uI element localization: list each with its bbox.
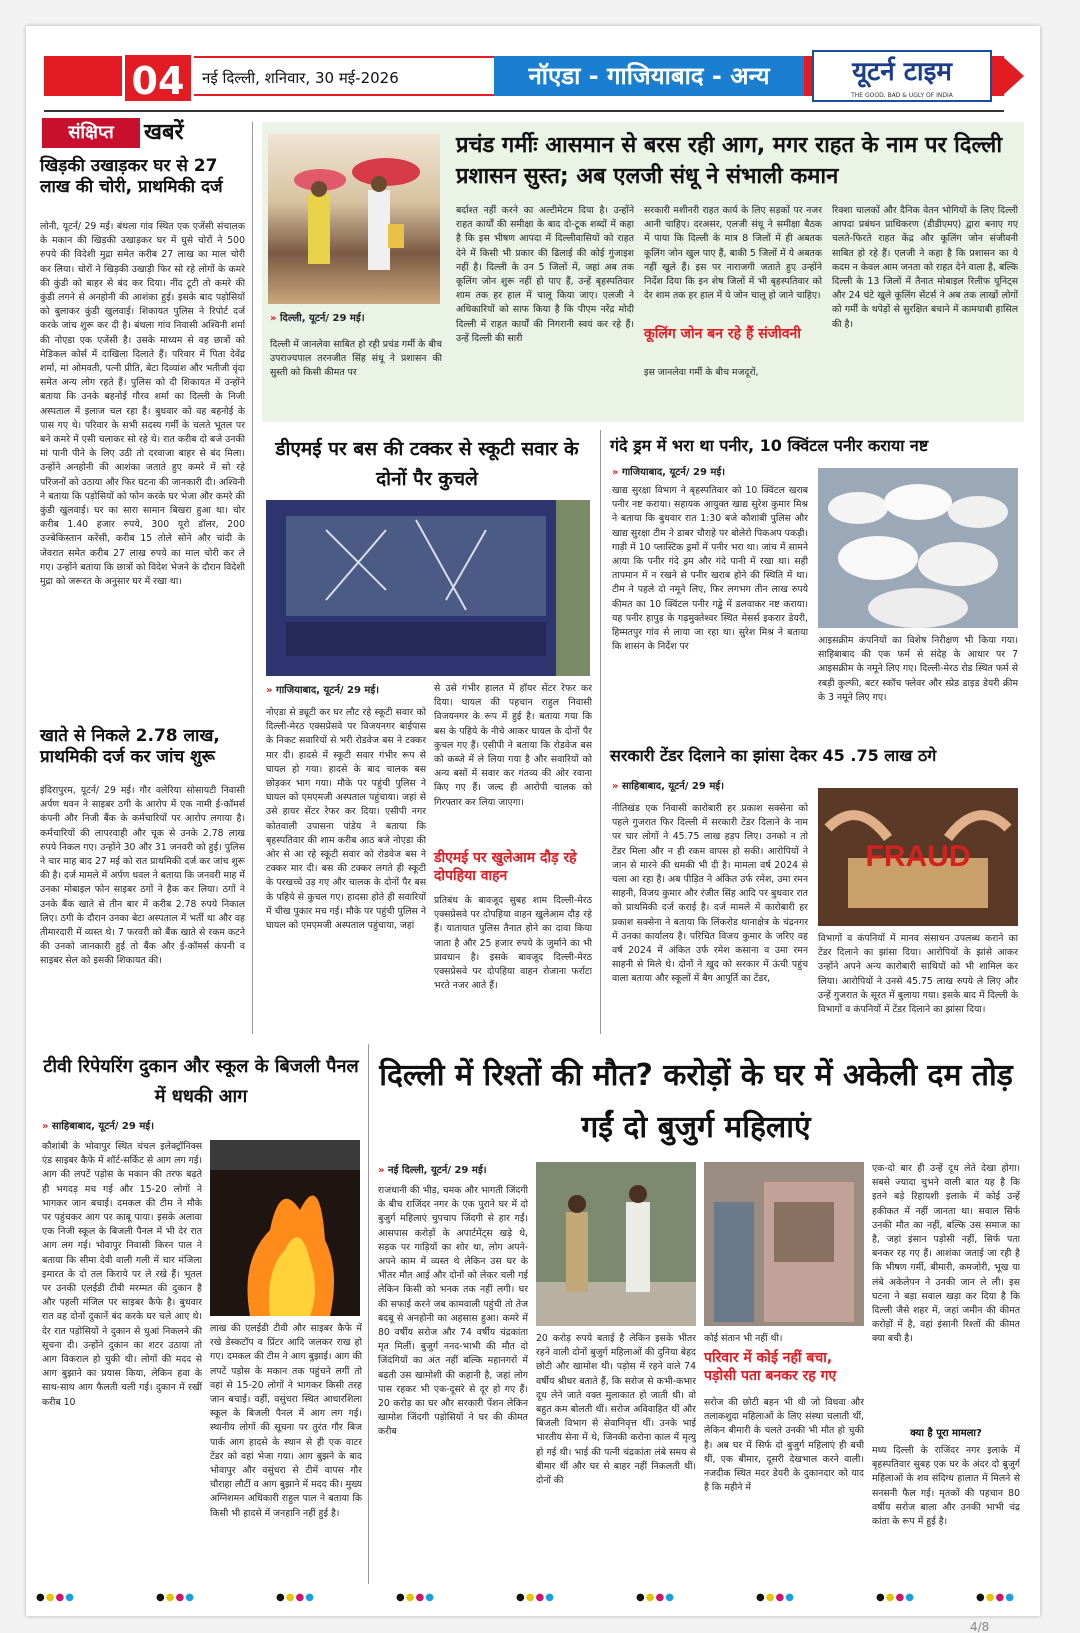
brief-label: खबरें <box>144 120 184 145</box>
print-marks: ●●●● <box>396 1592 435 1603</box>
story-headline: गंदे ड्रम में भरा था पनीर, 10 क्विंटल पनीर कराया नष्ट <box>610 436 929 455</box>
paneer-photo-graphic <box>818 468 1018 628</box>
story-subhead: परिवार में कोई नहीं बचा, पड़ोसी पता बनकर रह गए <box>704 1350 837 1384</box>
print-marks: ●●●● <box>876 1592 915 1603</box>
lead-body: इस जानलेवा गर्मी के बीच मजदूरों, <box>644 367 759 378</box>
story-headline: सरकारी टेंडर दिलाने का झांसा देकर 45 .75 लाख ठगे <box>610 746 937 765</box>
fire-photo <box>210 1140 360 1316</box>
bus-photo <box>266 500 590 676</box>
story-body: नीतिखंड एक निवासी कारोबारी हर प्रकाश सक्सेना को पहले गुजरात फिर दिल्ली में सरकारी टेंडर दिलाने के नाम पर चार लोगों ने 45.75 लाख हड़प लिए। उनको न तो टेंडर मिला और न ही रकम वापस हो सकी। आरोपियों ने जान से मारने की धमकी भी दी है। मामला वर्ष 2024 से चला आ रहा है। अब पीड़ित ने अंकित उर्फ रमेश, उमा रमन साहनी, विजय कुमार और रंजीत सिंह आदि पर बुधवार रात को प्राथमिकी दर्ज कराई है। दर्ज मामले में कारोबारी हर प्रकाश सक्सेना ने बताया कि लिंकरोड थानाक्षेत्र के चंद्रनगर में उनका कार्यालय है। परिचित विजय कुमार के जरिए वह वर्ष 2024 में अंकित उर्फ रमेश कसाना व उमा रमन साहनी से मिले थे। दोनों ने खुद को सरकार में ऊंची पहुंच वाला बताया और स्कूलों में बैग आपूर्ति का टेंडर, <box>612 803 808 985</box>
story-body: एक-दो बार ही उन्हें दूध लेते देखा होगा। सबसे ज्यादा चुभने वाली बात यह है कि इतने बड़े रिहायशी इलाके में कोई उन्हें हकीकत में नहीं जानता था। सवाल सिर्फ उनकी मौत का नहीं, बल्कि उस समाज का है, जहां इंसान पड़ोसी नहीं, सिर्फ पता बनकर रह गए हैं। आशंका जताई जा रही है कि भीषण गर्मी, बीमारी, कमजोरी, भूख या लंबे अकेलेपन ने उनकी जान ले ली। इस घटना ने बड़ा सवाल खड़ा कर दिया है कि दिल्ली जैसे शहर में, जहां जमीन की कीमत करोड़ों में है, वहां इंसानी रिश्तों की कीमत क्या बची है। <box>872 1163 1020 1345</box>
lead-subhead: कूलिंग जोन बन रहे हैं संजीवनी <box>644 326 801 342</box>
lead-body: सरकारी मशीनरी राहत कार्य के लिए सड़कों पर नजर आनी चाहिए। दरअसर, एलजी संधू ने समीक्षा बैठक में पाया कि दिल्ली के मात्र 8 जिलों में ही अबतक कूलिंग जोन खुल पाए हैं, बाकी 5 जिलों में ये अबतक नहीं खुले हैं। इस पर नाराजगी जताते हुए उन्होंने निर्देश दिया कि इन शेष जिलों में भी बृहस्पतिवार को देर शाम तक हर हाल में ये जोन चालू हो जाने चाहिए। <box>644 205 822 302</box>
story-body: 20 करोड़ रुपये बताई है लेकिन इसके भीतर रहने वाली दोनों बुजुर्ग महिलाओं की दुनिया बेहद छोटी और खामोश थी। पड़ोस में रहने वाले 74 वर्षीय श्रीधर बताते हैं, कि सरोज से कभी-कभार दूध लेने जाते वक्त मुलाकात हो जाती थी। वो बहुत कम बोलती थीं। सरोज अविवाहित थीं और बिजली विभाग से सेवानिवृत्त थीं। उनके भाई भारतीय सेना में थे, जिनकी करोना काल में मृत्यु हो गई थी। भाई की पत्नी चंद्रकांता लंबे समय से बीमार थीं और घर से बाहर नहीं निकलती थीं। दोनों की <box>536 1333 696 1487</box>
story-body: मध्य दिल्ली के राजिंदर नगर इलाके में बृहस्पतिवार सुबह एक घर के अंदर दो बुजुर्ग महिलाओं के शव संदिग्ध हालात में मिलने से सनसनी फैल गई। मृतकों की पहचान 80 वर्षीय सरोज बाला और उनकी भाभी चंद्र कांता के रूप में हुई है। <box>872 1445 1020 1528</box>
fraud-photo-graphic <box>818 788 1018 926</box>
lead-body: दिल्ली में जानलेवा साबित हो रही प्रचंड गर्मी के बीच उपराज्यपाल तरनजीत सिंह संधू ने प्रशासन की सुस्ती को किसी कीमत पर <box>270 339 442 379</box>
story-body: विभागों व कंपनियों में मानव संसाधन उपलब्ध कराने का टेंडर दिलाने का झांसा दिया। आरोपियों के झांसे आकर उन्होंने अपने अन्य कारोबारी साथियों को भी शामिल कर लिया। आरोपियों ने उनसे 45.75 लाख रुपये ले लिए और उन्हें गुजरात के सूरत में बुलाया गया। इसके बाद में दिल्ली के विभागों व कंपनियों में टेंडर दिलाने का झांसा दिया। <box>818 933 1018 1016</box>
print-marks: ●●●● <box>156 1592 195 1603</box>
fraud-photo <box>818 788 1018 926</box>
edition-date: नई दिल्ली, शनिवार, 30 मई-2026 <box>194 56 494 96</box>
story-body: प्रतिबंध के बावजूद सुबह शाम दिल्ली-मेरठ एक्सप्रेसवे पर दोपहिया वाहन खुलेआम दौड़ रहे हैं। यातायात पुलिस तैनात होने का दावा किया जाता है और 25 हजार रुपये के जुर्माने का भी प्रावधान है। इसके बावजूद दिल्ली-मेरठ एक्सप्रेसवे पर दोपहिया वाहन रोजाना फर्राटा भरते नजर आते हैं। <box>434 895 592 992</box>
dateline: » साहिबाबाद, यूटर्न/ 29 मई। <box>42 1118 154 1132</box>
newspaper-page <box>26 26 1040 1616</box>
police-photo-graphic <box>536 1162 696 1326</box>
heat-photo-graphic <box>268 134 440 304</box>
bus-photo-graphic <box>266 500 590 676</box>
story-subhead: डीएमई पर खुलेआम दौड़ रहे दोपहिया वाहन <box>434 850 577 884</box>
story-body: से उसे गंभीर हालत में हॉयर सेंटर रेफर कर दिया। घायल की पहचान राहुल निवासी विजयनगर के रूप में हुई है। बताया गया कि बस के पहिये के नीचे आकर घायल के दोनों पैर कुचल गए हैं। एसीपी ने बताया कि रोडवेज बस को कब्जे में ले लिया गया है और सवारियों को अन्य बसों में सवार कर गंतव्य की ओर रवाना किए गए हैं। जल्द ही आरोपी चालक को गिरफ्तार कर लिया जाएगा। <box>434 683 592 808</box>
house-photo-graphic <box>704 1162 864 1326</box>
newspaper-logo <box>812 50 992 102</box>
lead-body: रिक्शा चालकों और दैनिक वेतन भोगियों के लिए दिल्ली आपदा प्रबंधन प्राधिकरण (डीडीएमए) द्वारा बनाए गए चलते-फिरते राहत केंद्र और कूलिंग जोन संजीवनी साबित हो रहे हैं। एलजी ने कहा है कि प्रशासन का ये कदम न केवल आम जनता को राहत देने वाला है, बल्कि दिल्ली के 13 जिलों में तैनात मोबाइल रिलीफ यूनिट्स और 24 घंटे खुले कूलिंग सेंटर्स ने अब तक लाखों लोगों को गर्मी के थपेड़ों से सुरक्षित बचाने में कामयाबी हासिल की है। <box>832 205 1018 330</box>
print-marks: ●●●● <box>756 1592 795 1603</box>
logo-text: यूटर्न टाइम <box>852 57 952 87</box>
lead-body: बर्दाश्त नहीं करने का अल्टीमेटम दिया है। उन्होंने राहत कार्यों की समीक्षा के बाद दो-टूक शब्दों में कहा है कि इस भीषण आपदा में दिल्लीवासियों को राहत देने में किसी भी प्रकार की ढिलाई की कोई गुंजाइश नहीं है। दिल्ली के उन 5 जिलों में, जहां अब तक कूलिंग जोन शुरू नहीं हो पाए हैं, उन्हें बृहस्पतिवार शाम तक हर हाल में चालू किया जाए। एलजी ने अधिकारियों को साफ किया है कि पीएम नरेंद्र मोदी दिल्ली में राहत कार्यों की निगरानी स्वयं कर रहे हैं। उन्हें दिल्ली की सारी <box>456 205 634 344</box>
story-body: राजधानी की भीड़, चमक और भागती जिंदगी के बीच राजिंदर नगर के एक पुराने घर में दो बुजुर्ग महिलाएं चुपचाप जिंदगी से हार गईं। आसपास करोड़ों के अपार्टमेंट्स खड़े थे, सड़क पर गाड़ियों का शोर था, लोग अपने-अपने काम में व्यस्त थे लेकिन उस घर के भीतर मौत आई और दोनों को लेकर चली गई लेकिन किसी को भनक तक नहीं लगी। घर की सफाई करने जब कामवाली पहुंची तो तेज बदबू से अनहोनी का अहसास हुआ। कमरे में 80 वर्षीय सरोज और 74 वर्षीय चंद्रकांता मृत मिलीं। बुजुर्ग ननद-भाभी की मौत दो जिंदगियों का अंत नहीं बल्कि महानगरों में बढ़ती उस खामोशी की कहानी है, जहां लोग पास रहकर भी एक-दूसरे से दूर हो गए हैं। 20 करोड़ का घर और सरकारी पेंशन लेकिन खामोश जिंदगी पड़ोसियों ने घर की कीमत करीब <box>378 1185 528 1438</box>
story-headline: खाते से निकले 2.78 लाख, प्राथमिकी दर्ज कर जांच शुरू <box>40 726 220 768</box>
masthead-arrow <box>1002 56 1024 96</box>
story-body: लोनी, यूटर्न/ 29 मई। बंथला गांव स्थित एक एजेंसी संचालक के मकान की खिड़की उखाड़कर घर में घुसे चोरों ने 500 रुपये की विदेशी मुद्रा समेत करीब 27 लाख का माल चोरी कर लिया। चोरों ने खिड़की उखाड़ी फिर सो रहे लोगों के कमरे की कुंडी को बाहर से बंद कर दिया। नींद टूटी तो कमरे की कुंडी लगने से अनहोनी की आशंका हुई। इसके बाद पड़ोसियों को बुलाकर कुंडी खुलवाई। शिकायत पुलिस ने रिपोर्ट दर्ज करके जांच शुरू कर दी है। बंथला गांव निवासी अश्विनी शर्मा की नोएडा एक एजेंसी है। उसके माध्यम से वह छात्रों को मेडिकल कोर्स में दाखिला दिलाते हैं। परिवार में पिता देवेंद्र शर्मा, मां ओमवती, पत्नी प्रीति, बेटा दिव्यांश और भतीजी वृंदा समेत अन्य लोग रहते हैं। पुलिस को दी शिकायत में उन्होंने बताया कि उनके बहनोई गौरव शर्मा का दिल्ली के निजी अस्पताल में इलाज चल रहा है। बुधवार को वह बहनोई के पास गए थे। परिवार के सभी सदस्य गर्मी के चलते भूतल पर बने कमरे में एसी चलाकर सो रहे थे। रात करीब दो बजे उनकी मां पानी पीने के लिए उठी तो दरवाजा बाहर से बंद मिला। उन्होंने अनहोनी की आशंका जताते हुए कमरे में सो रहे परिजनों को उठाया और फिर घटना की जानकारी दी। अश्विनी ने बताया कि पड़ोसियों को फोन करके घर भेजा और कमरे की कुंडी खुलवाई। घर का सारा सामान बिखरा हुआ था। चोर करीब 1.40 हजार रुपये, 300 यूरो डॉलर, 200 उज्बेकिस्तान करेंसी, करीब 15 तोले सोने और चांदी के जेवरात समेत करीब 27 लाख रुपये का माल चोरी कर ले गए। उन्होंने बताया कि छात्रों को विदेश भेजने के दौरान विदेशी मुद्रा को जरूरत के अनुसार घर में रखा था। <box>40 221 245 588</box>
story-body: आइसक्रीम कंपनियों का विशेष निरीक्षण भी किया गया। साहिबाबाद की एक फर्म से संदेह के आधार पर 7 आइसक्रीम के नमूने लिए गए। दिल्ली-मेरठ रोड स्थित फर्म से रबड़ी कुल्फी, बटर स्कॉच फ्लेवर और स्प्रेड डाइड डेयरी क्रीम के 3 नमूने लिए गए। <box>818 635 1018 703</box>
print-marks: ●●●● <box>36 1592 75 1603</box>
story-subhead: क्या है पूरा मामला? <box>910 1428 982 1439</box>
print-marks: ●●●● <box>276 1592 315 1603</box>
dateline: » दिल्ली, यूटर्न/ 29 मई। <box>270 310 365 324</box>
dateline: » गाजियाबाद, यूटर्न/ 29 मई। <box>266 682 379 696</box>
logo-tagline: THE GOOD, BAD & UGLY OF INDIA <box>851 92 953 99</box>
story-body: सरोज की छोटी बहन भी थी जो विधवा और तलाकशुदा महिलाओं के लिए संस्था चलाती थीं, लेकिन बीमारी के चलते उनकी भी मौत हो चुकी है। अब घर में सिर्फ दो बुजुर्ग महिलाएं ही बची थीं, एक बीमार, दूसरी देखभाल करने वाली। नजदीक स्थित मदर डेयरी के दुकानदार को याद है कि महीने में <box>704 1397 864 1494</box>
section-title: नॉएडा - गाजियाबाद - अन्य <box>494 56 804 96</box>
column-divider <box>368 1044 369 1584</box>
paneer-photo <box>818 468 1018 628</box>
story-headline: टीवी रिपेयरिंग दुकान और स्कूल के बिजली पैनल में धधकी आग <box>43 1056 359 1107</box>
dateline: » साहिबाबाद, यूटर्न/ 29 मई। <box>612 778 724 792</box>
story-headline: खिड़की उखाड़कर घर से 27 लाख की चोरी, प्राथमिकी दर्ज <box>40 156 223 198</box>
police-photo <box>536 1162 696 1326</box>
masthead-rule <box>44 110 1004 112</box>
fraud-stamp-text: FRAUD <box>865 840 971 873</box>
print-marks: ●●●● <box>976 1592 1015 1603</box>
story-headline: दिल्ली में रिश्तों की मौत? करोड़ों के घर में अकेली दम तोड़ गईं दो बुजुर्ग महिलाएं <box>379 1058 1013 1145</box>
page-number: 04 <box>122 52 194 104</box>
column-divider <box>600 430 601 1034</box>
column-divider <box>252 122 253 1034</box>
dateline: » नई दिल्ली, यूटर्न/ 29 मई। <box>378 1162 487 1176</box>
story-body: कौशांबी के भोवापुर स्थित चंचल इलेक्ट्रॉनिक्स एंड साइबर कैफे में शॉर्ट-सर्किट से आग लग गई। आग की लपटें पड़ोस के मकान की तरफ बढ़ते ही भगदड़ मच गई और 15-20 लोगों ने भागकर जान बचाई। दमकल की टीम ने मौके पर पहुंचकर आग पर काबू पाया। इसके अलावा एक निजी स्कूल के बिजली पैनल में भी देर रात आग लग गई। भोवापुर निवासी किरन पाल ने बताया कि सीमा देवी वाली गली में चार मंजिला इमारत के दो तल किराये पर ले रखे हैं। भूतल पर उनकी एलईडी टीवी मरम्मत की दुकान है और पहली मंजिल पर साइबर कैफे है। बुधवार रात वह दोनों दुकानें बंद करके घर चले आए थे। देर रात पड़ोसियों ने दुकान से धुआं निकलने की सूचना दी। उन्होंने दुकान का शटर उठाया तो आग विकराल हो चुकी थी। लोगों की मदद से आग बुझाने का प्रयास किया, लेकिन हवा के साथ-साथ आग फैलती चली गई। दुकान में रखीं करीब 10 <box>42 1141 202 1408</box>
masthead <box>44 46 1024 104</box>
house-photo <box>704 1162 864 1326</box>
story-body: कोई संतान भी नहीं थी। <box>704 1333 783 1344</box>
dateline: » गाजियाबाद, यूटर्न/ 29 मई। <box>612 464 725 478</box>
heat-photo <box>268 134 440 304</box>
story-body: लाख की एलईडी टीवी और साइबर कैफे में रखे डेस्कटॉप व प्रिंटर आदि जलकर राख हो गए। दमकल की टीम ने आग बुझाई। आग की लपटें पड़ोस के मकान तक पहुंचने लगीं तो वहां से 15-20 लोगों ने भागकर किसी तरह जान बचाई। वहीं, वसुंधरा स्थित आधारशिला स्कूल के बिजली पैनल में आग लग गई। स्थानीय लोगों की सूचना पर तुरंत गौर बिज पार्क आग हादसे के स्थान से ही एक वाटर टेंडर को वहां भेजा गया। आग बुझने के बाद भोवापुर और वसुंधरा से टीमें वापस गौर चौराहा लौटीं व आग बुझाने में मदद की। मुख्य अग्निशमन अधिकारी राहुल पाल ने बताया कि किसी भी हादसे में जनहानि नहीं हुई है। <box>210 1323 362 1519</box>
fire-photo-graphic <box>210 1140 360 1316</box>
page-indicator: 4/8 <box>970 1620 990 1633</box>
story-body: नोएडा से ड्यूटी कर घर लौट रहे स्कूटी सवार को दिल्ली-मेरठ एक्सप्रेसवे पर विजयनगर बाईपास के निकट सवारियों से भरी रोडवेज बस ने टक्कर मार दी। हादसे में स्कूटी सवार गंभीर रूप से घायल हो गया। हादसे के बाद चालक बस छोड़कर भाग गया। मौके पर पहुंची पुलिस ने घायल को एमएमजी अस्पताल पहुंचाया। जहां से उसे हायर सेंटर रेफर कर दिया। एसीपी नगर कोतवाली उपासना पांडेय ने बताया कि बृहस्पतिवार की शाम करीब आठ बजे नोएडा की ओर से आ रहे स्कूटी सवार को रोडवेज बस ने टक्कर मार दी। बस की टक्कर लगते ही स्कूटी के परखच्चे उड़ गए और चालक के दोनों पैर बस के पहिये से कुचल गए। हादसा होते ही सवारियों में चीख पुकार मच गई। मौके पर पहुंची पुलिस ने घायल को एमएमजी अस्पताल पहुंचाया, जहां <box>266 707 426 932</box>
story-body: खाद्य सुरक्षा विभाग ने बृहस्पतिवार को 10 क्विंटल खराब पनीर नष्ट कराया। सहायक आयुक्त खाद्य सुरेश कुमार मिश्र ने बताया कि बुधवार रात 1:30 बजे कौशांबी पुलिस और खाद्य सुरक्षा टीम ने डाबर चौराहे पर बोलेरो पिकअप पकड़ी। गाड़ी में 10 प्लास्टिक ड्रमों में पनीर भरा था। जांच में सामने आया कि पनीर गंदे ड्रम और गंदे पानी में रखा था। सही तापमान में न रखने से पनीर खराब होने की स्थिति में था। टीम ने पहले दो नमूने लिए, फिर लगभग तीन लाख रुपये कीमत का 10 क्विंटल पनीर गड्ढे में डलवाकर नष्ट कराया। यह पनीर हापुड़ के गढ़मुक्तेश्वर स्थित मेसर्स इकरार डेयरी, हिम्मतपुर गांव से लाया जा रहा था। सुरेश मिश्र ने बताया कि शासन के निर्देश पर <box>612 485 808 653</box>
story-body: इंदिरापुरम, यूटर्न/ 29 मई। गौर वलेरिया सोसायटी निवासी अर्पण धवन ने साइबर ठगी के आरोप में एक नामी ई-कॉमर्स कंपनी और निजी बैंक के कर्मचारियों पर आरोप लगाया है। कर्मचारियों की लापरवाही और चूक से उनके 2.78 लाख रुपये निकल गए। उन्होंने 30 और 31 जनवरी को हुई। पुलिस ने चार माह बाद 27 मई को रात प्राथमिकी दर्ज कर जांच शुरू की है। दर्ज मामले में अर्पण धवल ने बताया कि जनवरी माह में उनका मोबाइल फोन साइबर ठगों ने हैक कर लिया। ठगों ने उनके बैंक खाते से तीन बार में करीब 2.78 रुपये निकाल लिए। ठगी के दौरान उनका बेटा अस्पताल में भर्ती था और वह तीमारदारी में व्यस्त थे। 7 फरवरी को बैंक खाते से रकम कटने की उनको जानकारी हुई तो बैंक और ई-कॉमर्स कंपनी व साइबर सेल को इसकी शिकायत की। <box>40 785 245 967</box>
brief-badge: संक्षिप्त <box>42 118 140 148</box>
print-marks: ●●●● <box>516 1592 555 1603</box>
print-marks: ●●●● <box>636 1592 675 1603</box>
lead-headline: प्रचंड गर्मीः आसमान से बरस रही आग, मगर राहत के नाम पर दिल्ली प्रशासन सुस्त; अब एलजी संधू ने संभाली कमान <box>456 133 1003 189</box>
story-headline: डीएमई पर बस की टक्कर से स्कूटी सवार के दोनों पैर कुचले <box>275 438 579 490</box>
